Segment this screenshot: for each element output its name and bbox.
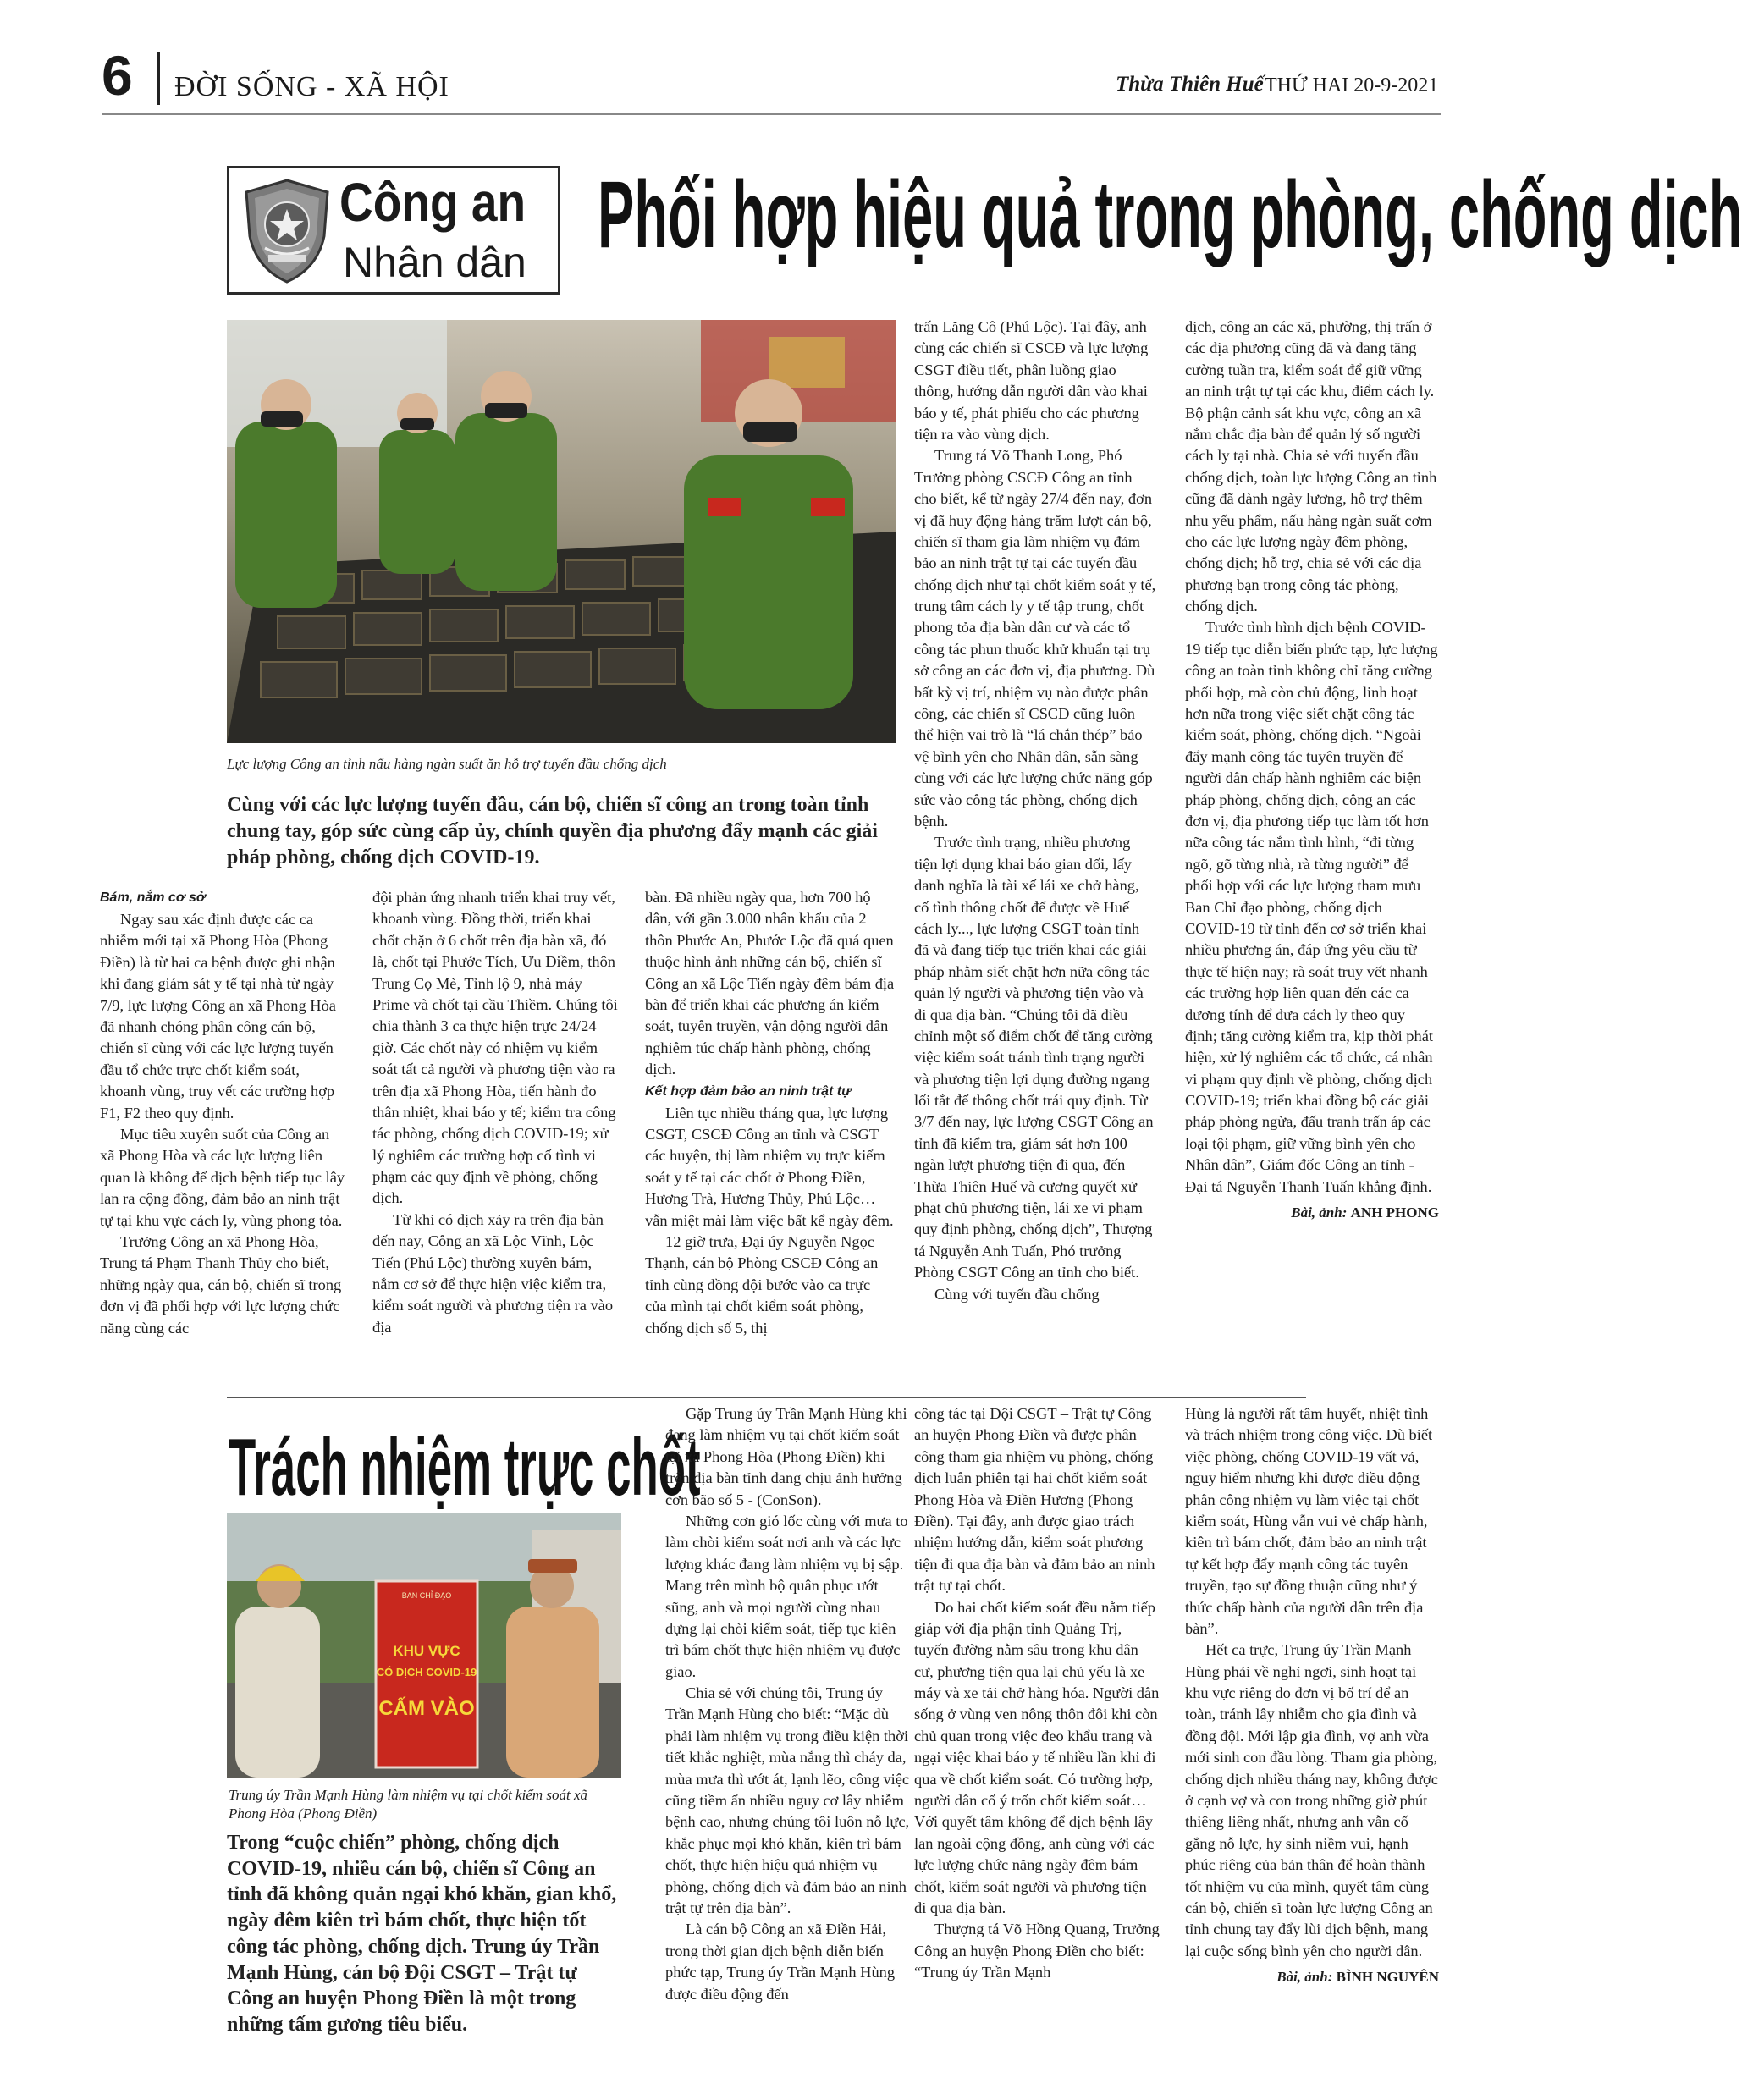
article2-byline: [1185, 1967, 1439, 1987]
logo-line1: Công an: [339, 172, 526, 233]
paragraph: Trước tình trạng, nhiều phương tiện lợi dụng khai báo gian dối, lấy danh nghĩa là tài xế lái xe chở hàng, cố tình thông chốt để được về Huế cách ly..., lực lượng CSGT toàn tỉnh đã và đang tiếp tục triển khai các giải pháp nhằm siết chặt hơn nữa công tác quản lý người và phương tiện vào và đi qua địa bàn. “Chúng tôi đã điều chỉnh một số điểm chốt để tăng cường việc kiểm soát tránh tình trạng người và phương tiện lợi dụng đường ngang lối tắt để thông chốt trái quy định. Từ 3/7 đến nay, lực lượng CSGT Công an tỉnh đã kiểm tra, giám sát hơn 100 ngàn lượt phương tiện đi qua, đến Thừa Thiên Huế và cương quyết xử phạt chủ phương tiện, lái xe vi phạm quy định phòng, chống dịch”, Thượng tá Nguyễn Anh Tuấn, Phó trưởng Phòng CSGT Công an tỉnh cho biết.: [914, 834, 1154, 1281]
section-title: ĐỜI SỐNG - XÃ HỘI: [174, 71, 449, 102]
article2-column-2: [914, 1403, 1160, 1984]
paragraph: Cùng với tuyến đầu chống: [934, 1285, 1100, 1303]
paragraph: trấn Lăng Cô (Phú Lộc). Tại đây, anh cùng các chiến sĩ CSCĐ và lực lượng CSGT điều tiết, phân luồng giao thông, hướng dẫn người dân vào khai báo y tế, phát phiếu cho các phương tiện ra vào vùng dịch.: [914, 318, 1149, 443]
paragraph: Là cán bộ Công an xã Điền Hải, trong thời gian dịch bệnh diễn biến phức tạp, Trung úy Trần Mạnh Hùng được điều động đến: [665, 1921, 896, 2003]
paragraph: Liên tục nhiều tháng qua, lực lượng CSGT, CSCĐ Công an tỉnh và CSGT các huyện, thị làm nhiệm vụ trực kiểm soát y tế tại các chốt ở Phong Điền, Hương Trà, Hương Thủy, Phú Lộc… vẫn miệt mài làm việc bất kể ngày đêm.: [645, 1104, 894, 1229]
article1-byline: [1185, 1203, 1439, 1222]
column-logo: [227, 166, 560, 295]
sign-line2: CÓ DỊCH COVID-19: [376, 1666, 477, 1678]
byline-label: Bài, ảnh:: [1291, 1204, 1348, 1221]
article1-photo: [227, 320, 896, 743]
police-emblem-icon: [240, 177, 334, 285]
sign-line1: KHU VỰC: [393, 1643, 460, 1659]
issue-date: THỨ HAI 20-9-2021: [1265, 74, 1439, 96]
article2-headline: Trách nhiệm trực chốt: [229, 1422, 701, 1513]
paragraph: Chia sẻ với chúng tôi, Trung úy Trần Mạnh Hùng cho biết: “Mặc dù phải làm nhiệm vụ trong điều kiện thời tiết khắc nghiệt, mùa nắng thì cháy da, mùa mưa thì ướt át, lạnh lẽo, công việc cũng tiềm ẩn nhiều nguy cơ lây nhiễm bệnh cao, nhưng chúng tôi luôn nỗ lực, khắc phục mọi khó khăn, kiên trì bám chốt, thực hiện hiệu quả nhiệm vụ phòng, chống dịch và đảm bảo an ninh trật tự trên địa bàn”.: [665, 1684, 910, 1916]
article1-column-5: [1185, 317, 1439, 1222]
header-divider: [157, 52, 160, 105]
article2-photo: [227, 1513, 621, 1778]
article2-column-3: [1185, 1403, 1439, 1987]
paragraph: dịch, công an các xã, phường, thị trấn ở các địa phương cũng đã và đang tăng cường tuần tra, kiểm soát để giữ vững an ninh trật tự tại các khu, điểm cách ly. Bộ phận cảnh sát khu vực, công an xã nắm chắc địa bàn để quản lý số người cách ly tại nhà. Chia sẻ với tuyến đầu chống dịch, toàn lực lượng Công an tỉnh cũng đã dành ngày lương, hỗ trợ thêm nhu yếu phẩm, nấu hàng ngàn suất cơm cho các lực lượng ngày đêm phòng, chống dịch; hỗ trợ, chia sẻ với các địa phương bạn trong công tác phòng, chống dịch.: [1185, 318, 1437, 615]
article2-lead: Trong “cuộc chiến” phòng, chống dịch COVID-19, nhiều cán bộ, chiến sĩ Công an tỉnh đã không quản ngại khó khăn, gian khổ, ngày đêm kiên trì bám chốt, thực hiện tốt công tác phòng, chống dịch. Trung úy Trần Mạnh Hùng, cán bộ Đội CSGT – Trật tự Công an huyện Phong Điền là một trong những tấm gương tiêu biểu.: [227, 1832, 617, 2037]
article1-photo-caption: Lực lượng Công an tỉnh nấu hàng ngàn suất ăn hỗ trợ tuyến đầu chống dịch: [227, 756, 667, 772]
paragraph: Mục tiêu xuyên suốt của Công an xã Phong Hòa và các lực lượng liên quan là không để dịch bệnh tiếp tục lây lan ra cộng đồng, đảm bảo an ninh trật tự tại khu vực cách ly, vùng phong tỏa.: [100, 1125, 345, 1229]
article1-headline: Phối hợp hiệu quả trong phòng, chống dịch: [598, 162, 1742, 267]
byline-author: BÌNH NGUYÊN: [1336, 1969, 1439, 1986]
article1-column-4: [914, 317, 1156, 1305]
article1-column-1: [100, 887, 347, 1339]
article1-column-2: [372, 887, 620, 1338]
page-number: 6: [102, 44, 133, 107]
article2-column-1: [665, 1403, 912, 2005]
paragraph: Trước tình hình dịch bệnh COVID-19 tiếp tục diễn biến phức tạp, lực lượng công an toàn tỉnh không chỉ tăng cường phối hợp, mà còn chủ động, linh hoạt hơn nữa trong việc siết chặt công tác kiểm soát, phòng, chống dịch. “Ngoài đẩy mạnh công tác tuyên truyền để người dân chấp hành nghiêm các biện pháp phòng, chống dịch, công an các đơn vị, địa phương tiếp tục làm tốt hơn nữa công tác nắm tình hình, “đi từng ngõ, gõ từng nhà, rà từng người” để phối hợp với các lực lượng tham mưu Ban Chỉ đạo phòng, chống dịch COVID-19 từ tỉnh đến cơ sở triển khai nhiều phương án, đáp ứng yêu cầu từ thực tế hiện nay; rà soát truy vết nhanh các trường hợp liên quan đến các ca dương tính để đưa cách ly theo quy định; tăng cường kiểm tra, kịp thời phát hiện, xử lý nghiêm các tổ chức, cá nhân vi phạm quy định về phòng, chống dịch COVID-19; triển khai đồng bộ các giải pháp phòng ngừa, đấu tranh trấn áp các loại tội phạm, giữ vững bình yên cho Nhân dân”, Giám đốc Công an tỉnh - Đại tá Nguyễn Thanh Tuấn khẳng định.: [1185, 619, 1438, 1195]
paragraph: Hết ca trực, Trung úy Trần Mạnh Hùng phải về nghỉ ngơi, sinh hoạt tại khu vực riêng do đơn vị bố trí để an toàn, tránh lây nhiễm cho gia đình và đồng đội. Mới lập gia đình, vợ anh vừa mới sinh con đầu lòng. Tham gia phòng, chống dịch nhiều tháng nay, không được ở cạnh vợ và con trong những giờ phút thiêng liêng nhất, nhưng anh vẫn cố gắng nỗ lực, hy sinh niềm vui, hạnh phúc riêng của bản thân để hoàn thành tốt nhiệm vụ của mình, quyết tâm cùng cán bộ, chiến sĩ toàn lực lượng Công an tỉnh chung tay đẩy lùi dịch bệnh, mang lại cuộc sống bình yên cho người dân.: [1185, 1641, 1438, 1959]
paragraph: Do hai chốt kiểm soát đều nằm tiếp giáp với địa phận tỉnh Quảng Trị, tuyến đường nằm sâu trong khu dân cư, phương tiện qua lại chủ yếu là xe máy và xe tải chở hàng hóa. Người dân sống ở vùng ven nông thôn đôi khi còn chủ quan trong việc đeo khẩu trang và ngại việc khai báo y tế nhiều lần khi đi qua về chốt kiểm soát. Có trường hợp, người dân cố ý trốn chốt kiểm soát…Với quyết tâm không để dịch bệnh lây lan ngoài cộng đồng, anh cùng với các lực lượng chức năng ngày đêm bám chốt, kiểm soát người và phương tiện đi qua địa bàn.: [914, 1598, 1160, 1916]
sign-line3: CẤM VÀO: [378, 1697, 475, 1720]
sign-header: BAN CHỈ ĐẠO: [401, 1591, 452, 1600]
paragraph: Gặp Trung úy Trần Mạnh Hùng khi đang làm nhiệm vụ tại chốt kiểm soát tại xã Phong Hòa (Phong Điền) khi trên địa bàn tỉnh đang chịu ảnh hưởng cơn bão số 5 - (ConSon).: [665, 1405, 907, 1508]
byline-label: Bài, ảnh:: [1276, 1969, 1333, 1986]
paragraph: Trưởng Công an xã Phong Hòa, Trung tá Phạm Thanh Thủy cho biết, những ngày qua, cán bộ, chiến sĩ trong đơn vị đã phối hợp với lực lượng chức năng cùng các: [100, 1232, 342, 1337]
paragraph: Thượng tá Võ Hồng Quang, Trưởng Công an huyện Phong Điền cho biết: “Trung úy Trần Mạnh: [914, 1921, 1160, 1981]
paragraph: Trung tá Võ Thanh Long, Phó Trưởng phòng CSCĐ Công an tỉnh cho biết, kể từ ngày 27/4 đến nay, đơn vị đã huy động hàng trăm lượt cán bộ, chiến sĩ tham gia làm nhiệm vụ đảm bảo an ninh trật tự tại các tuyến đầu chống dịch như tại chốt kiểm soát y tế, trung tâm cách ly y tế tập trung, chốt phong tỏa địa bàn dân cư và các tổ công tác phun thuốc khử khuẩn tại trụ sở công an các đơn vị, địa phương. Dù bất kỳ vị trí, nhiệm vụ nào được phân công, các chiến sĩ CSCĐ cũng luôn thể hiện vai trò là “lá chắn thép” bảo vệ bình yên cho Nhân dân, sẵn sàng cùng với các lực lượng chức năng góp sức vào công tác phòng, chống dịch bệnh.: [914, 447, 1156, 830]
article1-subhead-2: Kết hợp đảm bảo an ninh trật tự: [645, 1083, 852, 1099]
paragraph: 12 giờ trưa, Đại úy Nguyễn Ngọc Thạnh, cán bộ Phòng CSCĐ Công an tỉnh cùng đồng đội bước vào ca trực của mình tại chốt kiểm soát phòng, chống dịch số 5, thị: [645, 1232, 879, 1337]
article-divider: [227, 1397, 1306, 1398]
article2-photo-caption: Trung úy Trần Mạnh Hùng làm nhiệm vụ tại chốt kiểm soát xã Phong Hòa (Phong Điền): [229, 1787, 588, 1822]
article1-subhead-1: Bám, nắm cơ sở: [100, 890, 206, 905]
article1-lead: Cùng với các lực lượng tuyến đầu, cán bộ, chiến sĩ công an trong toàn tỉnh chung tay, góp sức cùng cấp ủy, chính quyền địa phương đẩy mạnh các giải pháp phòng, chống dịch COVID-19.: [227, 794, 878, 869]
byline-author: ANH PHONG: [1350, 1204, 1439, 1221]
paragraph: Những cơn gió lốc cùng với mưa to làm chòi kiểm soát nơi anh và các lực lượng khác đang làm nhiệm vụ bị sập. Mang trên mình bộ quân phục ướt sũng, anh và mọi người cùng nhau dựng lại chòi kiểm soát, tiếp tục kiên trì bám chốt thực hiện nhiệm vụ được giao.: [665, 1512, 908, 1680]
paragraph: đội phản ứng nhanh triển khai truy vết, khoanh vùng. Đồng thời, triển khai chốt chặn ở 6 chốt trên địa bàn xã, đó là, chốt tại Phước Tích, Ưu Điềm, thôn Trung Cọ Mè, Tỉnh lộ 9, nhà máy Prime và chốt tại cầu Thiềm. Chúng tôi chia thành 3 ca thực hiện trực 24/24 giờ. Các chốt này có nhiệm vụ kiểm soát tất cả người và phương tiện vào ra trên địa xã Phong Hòa, tiến hành đo thân nhiệt, khai báo y tế; kiểm tra công tác phòng, chống dịch COVID-19; xử lý nghiêm các trường hợp cố tình vi phạm các quy định về phòng, chống dịch.: [372, 889, 618, 1207]
newspaper-name: Thừa Thiên Huế: [1116, 73, 1264, 96]
logo-line2: Nhân dân: [343, 239, 526, 286]
article1-column-3: [645, 887, 896, 1339]
paragraph: công tác tại Đội CSGT – Trật tự Công an huyện Phong Điền và được phân công tham gia nhiệm vụ phòng, chống dịch luân phiên tại hai chốt kiểm soát Phong Hòa và Điền Hương (Phong Điền). Tại đây, anh được giao trách nhiệm hướng dẫn, kiểm soát phương tiện đi qua địa bàn và đảm bảo an ninh trật tự tại chốt.: [914, 1405, 1155, 1595]
paragraph: Ngay sau xác định được các ca nhiễm mới tại xã Phong Hòa (Phong Điền) là từ hai ca bệnh được ghi nhận khi đang giám sát y tế tại nhà từ ngày 7/9, lực lượng Công an xã Phong Hòa đã nhanh chóng phân công cán bộ, chiến sĩ cùng với các lực lượng tuyến đầu tổ chức trực chốt kiểm soát, khoanh vùng, truy vết các trường hợp F1, F2 theo quy định.: [100, 911, 336, 1122]
paragraph: bàn. Đã nhiều ngày qua, hơn 700 hộ dân, với gần 3.000 nhân khẩu của 2 thôn Phước An, Phước Lộc đã quá quen thuộc hình ảnh những cán bộ, chiến sĩ Công an xã Lộc Tiến ngày đêm bám địa bàn để triển khai các phương án kiểm soát, tuyên truyền, vận động người dân nghiêm túc chấp hành phòng, chống dịch.: [645, 889, 895, 1078]
paragraph: Hùng là người rất tâm huyết, nhiệt tình và trách nhiệm trong công việc. Dù biết việc phòng, chống COVID-19 vất vả, nguy hiểm nhưng khi được điều động phân công nhiệm vụ làm việc tại chốt kiểm soát, Hùng vẫn vui vẻ chấp hành, kiên trì bám chốt, đảm bảo an ninh trật tự kết hợp đẩy mạnh công tác tuyên truyền, tạo sự đồng thuận cũng như ý thức chấp hành của người dân trên địa bàn”.: [1185, 1405, 1433, 1637]
header-rule: [102, 113, 1441, 115]
paragraph: Từ khi có dịch xảy ra trên địa bàn đến nay, Công an xã Lộc Vĩnh, Lộc Tiến (Phú Lộc) thường xuyên bám, nắm cơ sở để thực hiện việc kiểm tra, kiểm soát người và phương tiện ra vào địa: [372, 1210, 614, 1336]
